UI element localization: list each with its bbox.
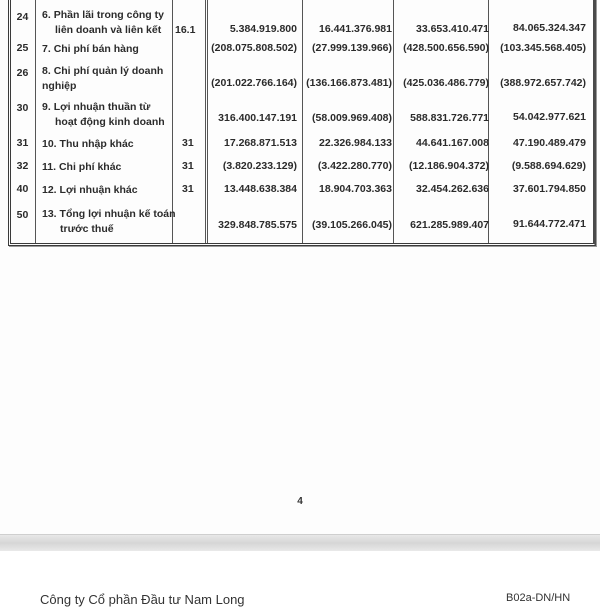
value-prior-ytd: 47.190.489.479 [513, 137, 586, 149]
item-number: 9. [42, 101, 51, 113]
description-line: Chi phí bán hàng [53, 43, 139, 55]
value-current-ytd: (428.500.656.590) [403, 42, 489, 54]
value-current-period: 5.384.919.800 [229, 23, 297, 35]
item-number: 6. [42, 9, 51, 21]
next-page-company-name: Công ty Cổ phần Đầu tư Nam Long [40, 592, 245, 607]
page-separator [0, 534, 600, 552]
value-current-ytd: (12.186.904.372) [409, 160, 489, 172]
row-code: 32 [16, 160, 29, 172]
row-code: 40 [16, 183, 29, 195]
description-line: Chi phí quản lý doanh [53, 65, 164, 77]
value-prior-ytd: 91.644.772.471 [513, 218, 586, 230]
value-current-ytd: 33.653.410.471 [416, 23, 489, 35]
next-page-form-code: B02a-DN/HN [506, 592, 571, 604]
row-description [42, 8, 182, 38]
value-current-ytd: 621.285.989.407 [410, 219, 489, 231]
value-current-ytd: (425.036.486.779) [403, 77, 489, 89]
value-prior-ytd: 37.601.794.850 [513, 183, 586, 195]
value-prior-ytd: 54.042.977.621 [513, 111, 586, 123]
value-prior-ytd: (388.972.657.742) [500, 77, 586, 89]
item-number: 8. [42, 65, 51, 77]
value-current-ytd: 588.831.726.771 [410, 112, 489, 124]
value-current-period: 17.268.871.513 [224, 137, 297, 149]
value-prior-ytd: (9.588.694.629) [511, 160, 586, 172]
description-line: trước thuế [60, 223, 114, 235]
row-description [42, 137, 182, 152]
row-description [42, 207, 182, 237]
value-prior-period: (58.009.969.408) [312, 112, 392, 124]
description-line: Chi phí khác [58, 161, 122, 173]
value-current-period: 13.448.638.384 [224, 183, 297, 195]
row-code: 24 [16, 11, 29, 23]
row-code: 25 [16, 42, 29, 54]
item-number: 7. [42, 43, 51, 55]
description-line: Thu nhập khác [59, 138, 134, 150]
column-divider [35, 0, 36, 243]
value-prior-period: 16.441.376.981 [319, 23, 392, 35]
row-code: 31 [16, 137, 29, 149]
row-note: 31 [182, 137, 194, 149]
description-line: Tổng lợi nhuận kế toán [59, 208, 176, 220]
value-prior-period: (136.166.873.481) [306, 77, 392, 89]
value-prior-period: 18.904.703.363 [319, 183, 392, 195]
item-number: 10. [42, 138, 57, 150]
row-description [42, 160, 182, 175]
value-prior-period: (39.105.266.045) [312, 219, 392, 231]
row-note: 31 [182, 183, 194, 195]
value-prior-period: (3.422.280.770) [317, 160, 392, 172]
description-line: hoạt động kinh doanh [55, 116, 165, 128]
item-number: 13. [42, 208, 57, 220]
value-prior-ytd: 84.065.324.347 [513, 22, 586, 34]
value-prior-ytd: (103.345.568.405) [500, 42, 586, 54]
item-number: 11. [42, 161, 57, 173]
description-line: nghiệp [42, 80, 77, 92]
description-line: Phần lãi trong công ty [53, 9, 164, 21]
row-description [42, 64, 182, 94]
page-number: 4 [297, 496, 303, 507]
row-description [42, 42, 182, 57]
value-current-period: 316.400.147.191 [218, 112, 297, 124]
value-current-ytd: 32.454.262.636 [416, 183, 489, 195]
value-current-period: 329.848.785.575 [218, 219, 297, 231]
row-code: 30 [16, 102, 29, 114]
description-line: Lợi nhuận thuần từ [53, 101, 151, 113]
item-number: 12. [42, 184, 57, 196]
value-prior-period: (27.999.139.966) [312, 42, 392, 54]
value-current-ytd: 44.641.167.008 [416, 137, 489, 149]
value-current-period: (201.022.766.164) [211, 77, 297, 89]
row-description [42, 100, 182, 130]
row-code: 26 [16, 67, 29, 79]
description-line: Lợi nhuận khác [59, 184, 138, 196]
row-code: 50 [16, 209, 29, 221]
row-description [42, 183, 182, 198]
row-note: 16.1 [175, 24, 196, 36]
value-current-period: (208.075.808.502) [211, 42, 297, 54]
value-current-period: (3.820.233.129) [222, 160, 297, 172]
description-line: liên doanh và liên kết [55, 24, 162, 36]
value-prior-period: 22.326.984.133 [319, 137, 392, 149]
row-note: 31 [182, 160, 194, 172]
